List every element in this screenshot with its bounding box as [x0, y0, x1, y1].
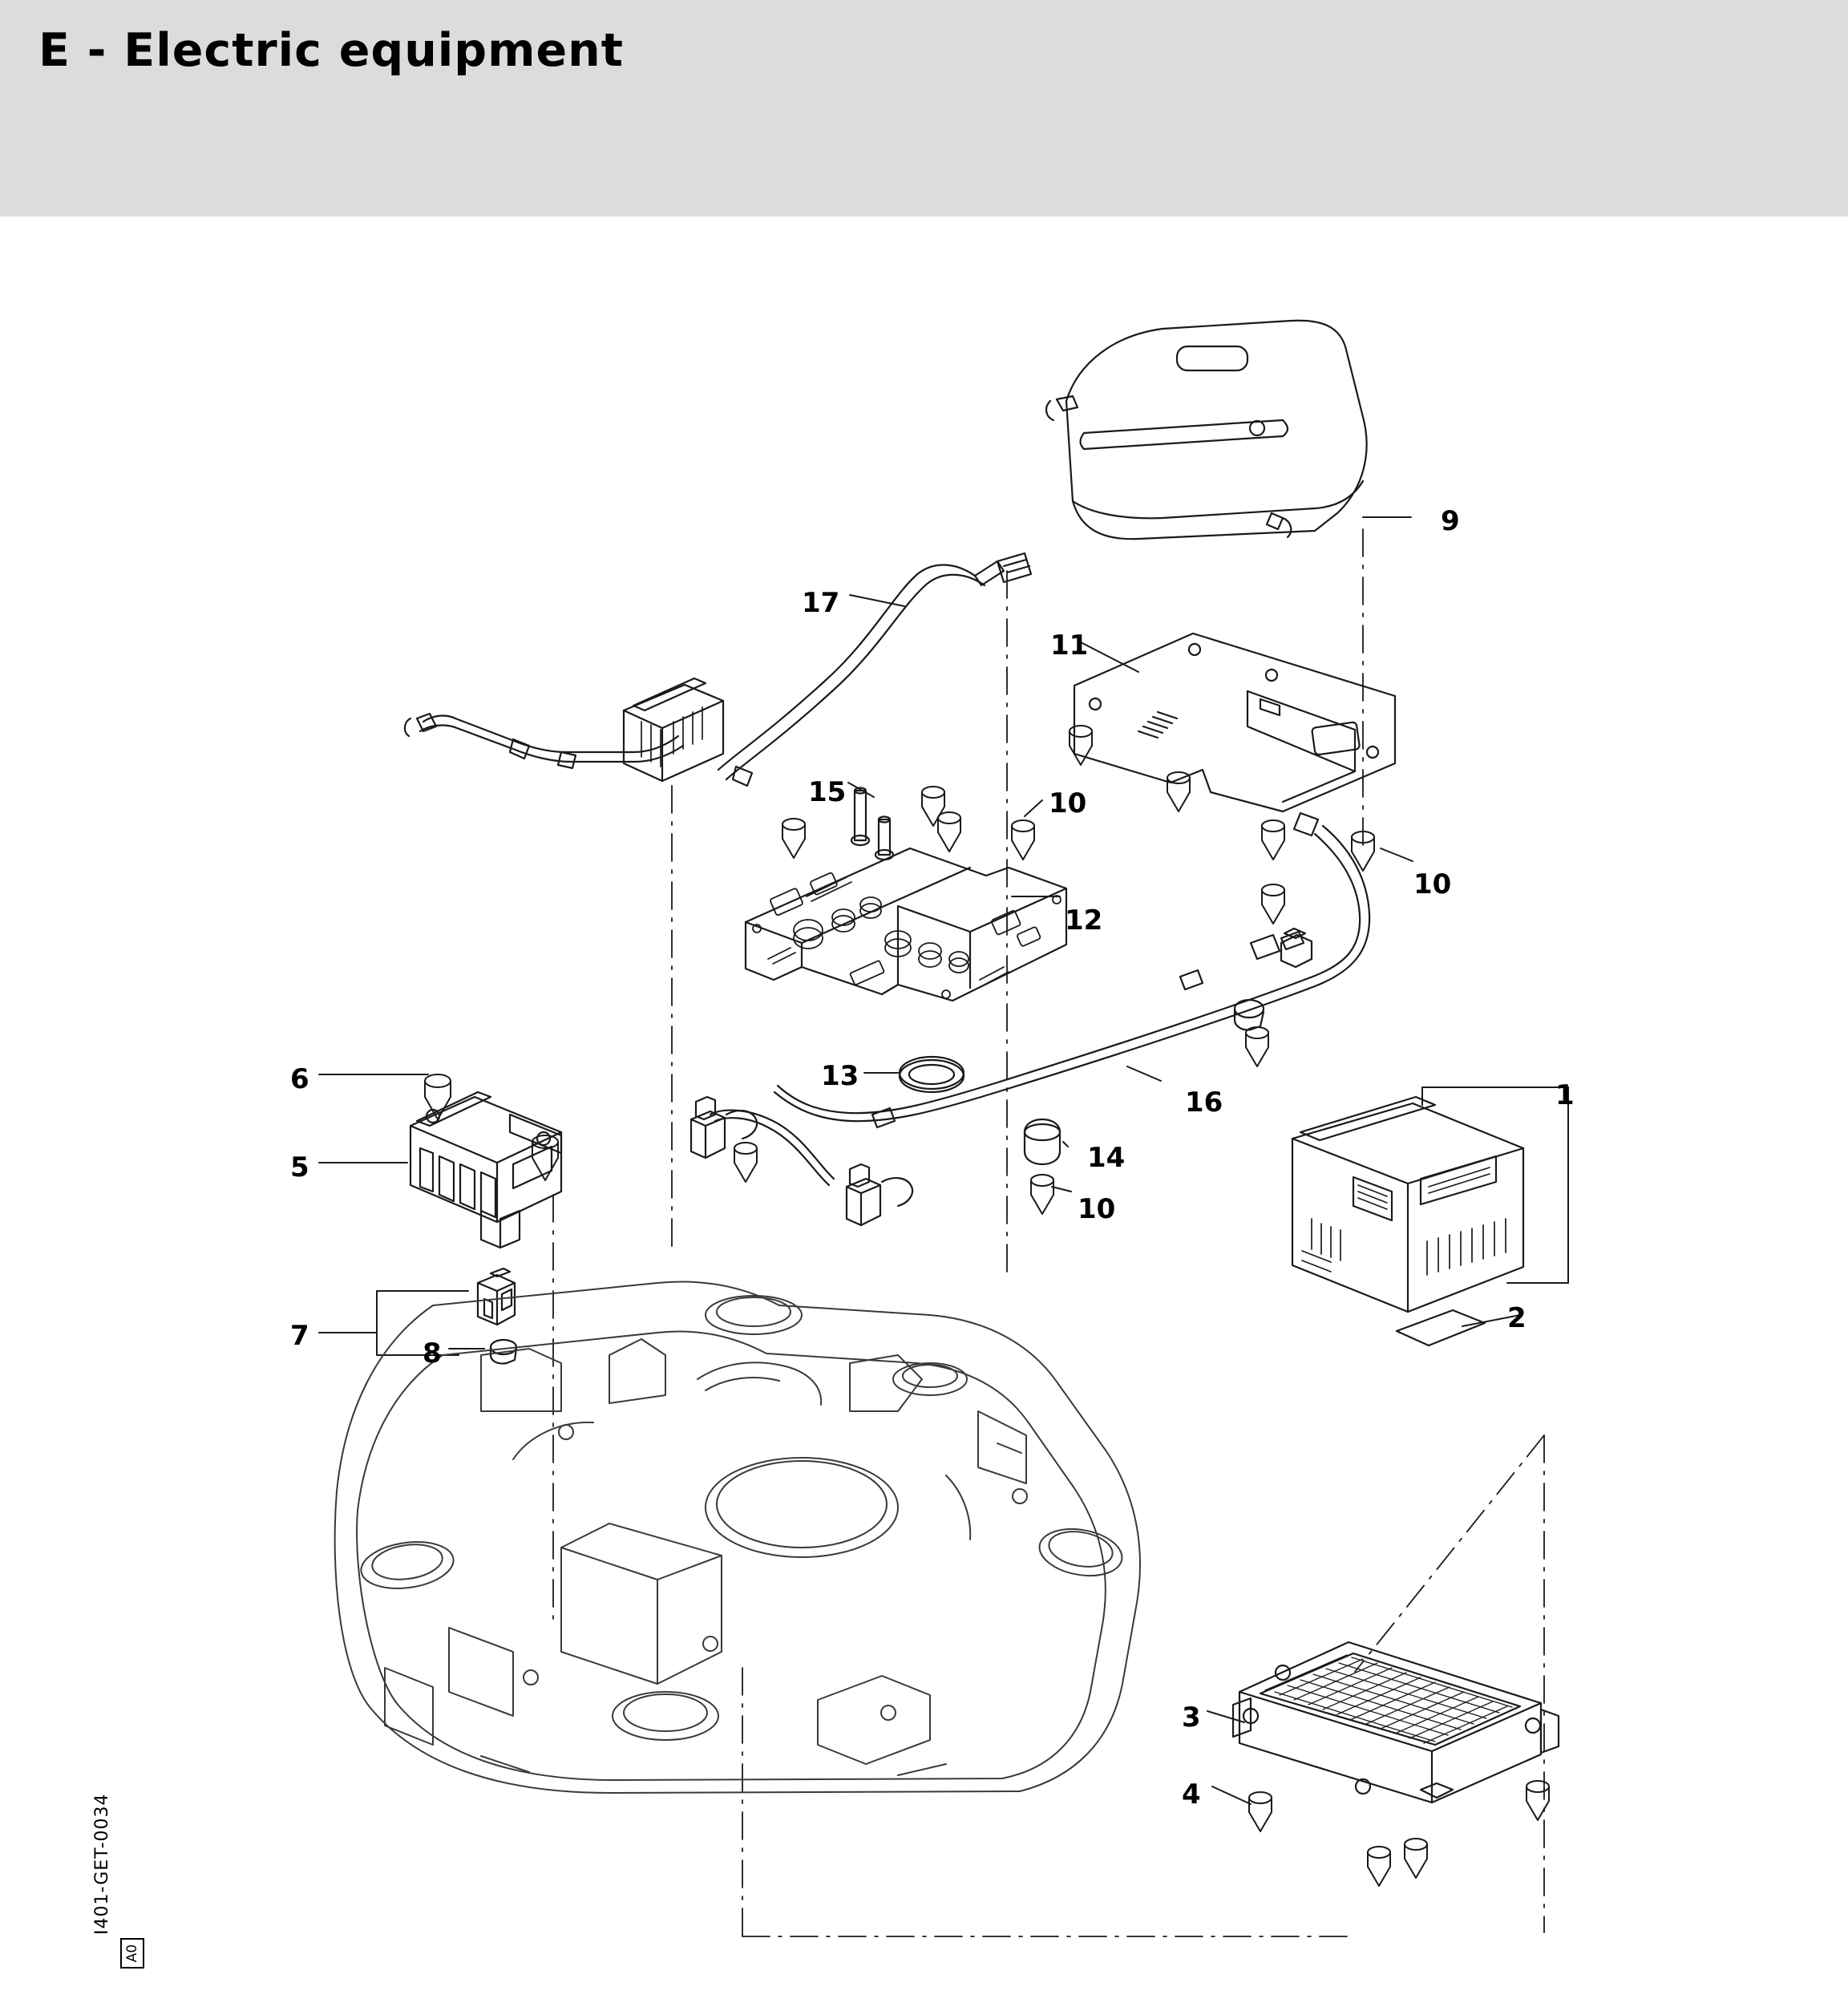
callout-10-c: 10 [1078, 1193, 1116, 1225]
callout-16: 16 [1185, 1086, 1223, 1119]
callout-2: 2 [1507, 1302, 1527, 1334]
callout-13: 13 [821, 1060, 859, 1092]
part-plug [478, 1269, 515, 1325]
callout-7: 7 [290, 1320, 309, 1352]
part-label-plate [1397, 1310, 1485, 1345]
part-spacer-pin [851, 788, 893, 860]
callout-10-b: 10 [1413, 868, 1452, 900]
callout-10-a: 10 [1049, 787, 1087, 819]
part-screws [425, 726, 1549, 1886]
part-filter-grille [1233, 1642, 1559, 1803]
sheet-size-badge: A0 [120, 1938, 144, 1969]
callout-4: 4 [1182, 1778, 1201, 1811]
part-small-grommets [491, 1000, 1264, 1364]
part-main-board [746, 848, 1066, 1001]
callout-9: 9 [1441, 505, 1460, 537]
callout-5: 5 [290, 1151, 309, 1184]
callout-15: 15 [808, 776, 847, 808]
callout-17: 17 [802, 587, 840, 619]
callout-3: 3 [1182, 1701, 1201, 1734]
part-battery [1292, 1097, 1523, 1312]
document-code: I401-GET-0034 [92, 1793, 112, 1935]
part-seal-ring [900, 1057, 964, 1092]
callout-11: 11 [1050, 629, 1089, 662]
part-upper-harness [405, 553, 1031, 786]
part-grommet [1025, 1119, 1060, 1164]
callout-8: 8 [423, 1337, 442, 1370]
callout-14: 14 [1087, 1142, 1126, 1174]
callout-6: 6 [290, 1063, 309, 1095]
part-top-cover [1046, 321, 1367, 539]
part-upper-board [1074, 633, 1395, 811]
part-chassis-housing [335, 1281, 1140, 1793]
page-title: E - Electric equipment [38, 24, 624, 77]
callout-12: 12 [1065, 904, 1103, 937]
callout-1: 1 [1555, 1079, 1575, 1111]
